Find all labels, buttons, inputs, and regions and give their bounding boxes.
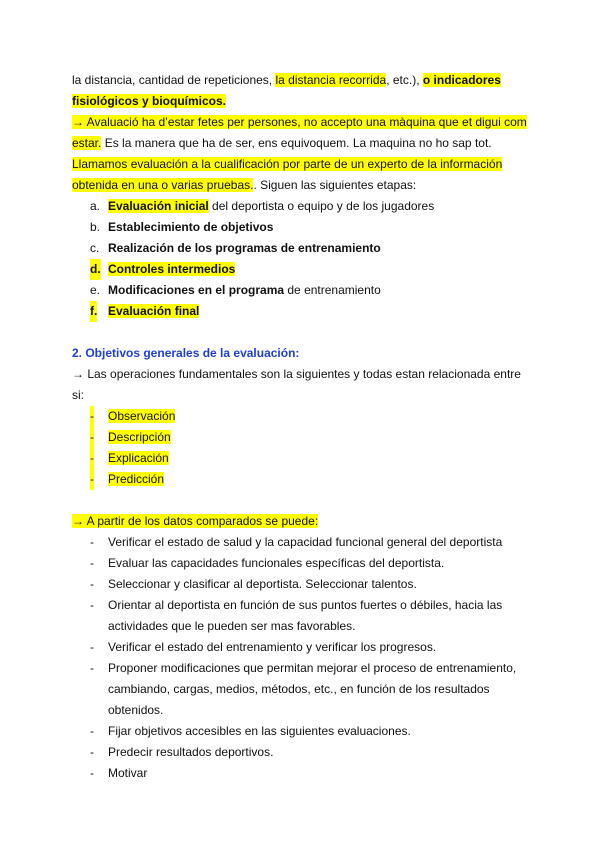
stage-item: [72, 217, 534, 238]
list-marker: -: [90, 640, 94, 654]
operation-text: Predicción: [108, 472, 165, 486]
list-marker: -: [90, 598, 94, 612]
intro-text: la distancia, cantidad de repeticiones,: [72, 73, 276, 87]
list-marker: -: [90, 661, 94, 675]
operation-text: Explicación: [108, 451, 169, 465]
document-body: [72, 70, 534, 784]
outcome-text: Proponer modificaciones que permitan mejorar el proceso de entrenamiento, cambiando, cargas, medios, métodos, etc., en función de los resultados obtenidos.: [108, 661, 517, 717]
stage-title: Realización de los programas de entrenamiento: [108, 241, 381, 255]
list-marker: -: [90, 724, 94, 738]
outcome-text: Motivar: [108, 766, 148, 780]
stage-item: [72, 301, 534, 322]
list-marker: -: [90, 745, 94, 759]
intro-text: Es la manera que ha de ser, ens equivoquem. La maquina no ho sap tot.: [101, 136, 492, 150]
outcome-item: [72, 763, 534, 784]
stage-title: Evaluación final: [108, 304, 200, 318]
list-marker: -: [90, 427, 94, 448]
list-marker: -: [90, 469, 94, 490]
outcome-item: [72, 742, 534, 763]
highlighted-text: → A partir de los datos comparados se puede:: [72, 514, 319, 528]
section-lead: → Las operaciones fundamentales son la siguientes y todas estan relacionada entre si:: [72, 367, 521, 402]
stage-text: de entrenamiento: [284, 283, 381, 297]
list-marker: -: [90, 406, 94, 427]
stage-item: [72, 196, 534, 217]
outcome-text: Verificar el estado de salud y la capacidad funcional general del deportista: [108, 535, 503, 549]
section-heading: 2. Objetivos generales de la evaluación:: [72, 346, 300, 360]
intro-text: . Siguen las siguientes etapas:: [253, 178, 417, 192]
spacer: [72, 490, 534, 511]
list-marker: e.: [90, 283, 101, 297]
operation-item: [72, 406, 534, 427]
highlighted-text: la distancia recorrida: [275, 73, 387, 87]
outcome-item: [72, 658, 534, 721]
outcome-text: Seleccionar y clasificar al deportista. Seleccionar talentos.: [108, 577, 417, 591]
list-marker: c.: [90, 241, 100, 255]
stage-title: Modificaciones en el programa: [108, 283, 285, 297]
list-marker: -: [90, 766, 94, 780]
intro-text: , etc.),: [386, 73, 423, 87]
operation-text: Descripción: [108, 430, 171, 444]
list-marker: -: [90, 448, 94, 469]
highlighted-bold-text: o indicadores fisiológicos y bioquímicos.: [72, 73, 501, 108]
list-marker: f.: [90, 301, 97, 322]
stage-title: Establecimiento de objetivos: [108, 220, 274, 234]
stage-item: [72, 259, 534, 280]
operation-item: [72, 427, 534, 448]
outcome-text: Evaluar las capacidades funcionales específicas del deportista.: [108, 556, 445, 570]
section-lead-2: [72, 511, 534, 532]
list-marker: -: [90, 535, 94, 549]
list-marker: -: [90, 556, 94, 570]
list-marker: d.: [90, 259, 101, 280]
outcome-item: [72, 595, 534, 637]
stages-list: [72, 196, 534, 322]
spacer: [72, 322, 534, 343]
outcome-text: Predecir resultados deportivos.: [108, 745, 274, 759]
outcome-item: [72, 574, 534, 595]
stage-item: [72, 280, 534, 301]
operation-item: [72, 469, 534, 490]
outcomes-list: [72, 532, 534, 784]
outcome-text: Orientar al deportista en función de sus puntos fuertes o débiles, hacia las actividades que le pueden ser mas favorables.: [108, 598, 503, 633]
stage-title: Evaluación inicial: [108, 199, 209, 213]
list-marker: a.: [90, 199, 101, 213]
intro-paragraph-1: [72, 70, 534, 112]
list-marker: -: [90, 577, 94, 591]
outcome-item: [72, 553, 534, 574]
outcome-item: [72, 532, 534, 553]
outcome-item: [72, 721, 534, 742]
outcome-text: Fijar objetivos accesibles en las siguientes evaluaciones.: [108, 724, 411, 738]
operations-list: [72, 406, 534, 490]
list-marker: b.: [90, 220, 101, 234]
operation-text: Observación: [108, 409, 176, 423]
stage-text: del deportista o equipo y de los jugadores: [208, 199, 435, 213]
outcome-text: Verificar el estado del entrenamiento y verificar los progresos.: [108, 640, 437, 654]
highlighted-text: → Avaluació ha d’estar fetes per persones, no accepto una màquina que et digui com estar.: [72, 115, 527, 150]
stage-item: [72, 238, 534, 259]
highlighted-text: Llamamos evaluación a la cualificación por parte de un experto de la información obtenida en una o varias pruebas.: [72, 157, 503, 192]
stage-title: Controles intermedios: [108, 262, 236, 276]
operation-item: [72, 448, 534, 469]
intro-paragraph-2: [72, 112, 534, 196]
outcome-item: [72, 637, 534, 658]
